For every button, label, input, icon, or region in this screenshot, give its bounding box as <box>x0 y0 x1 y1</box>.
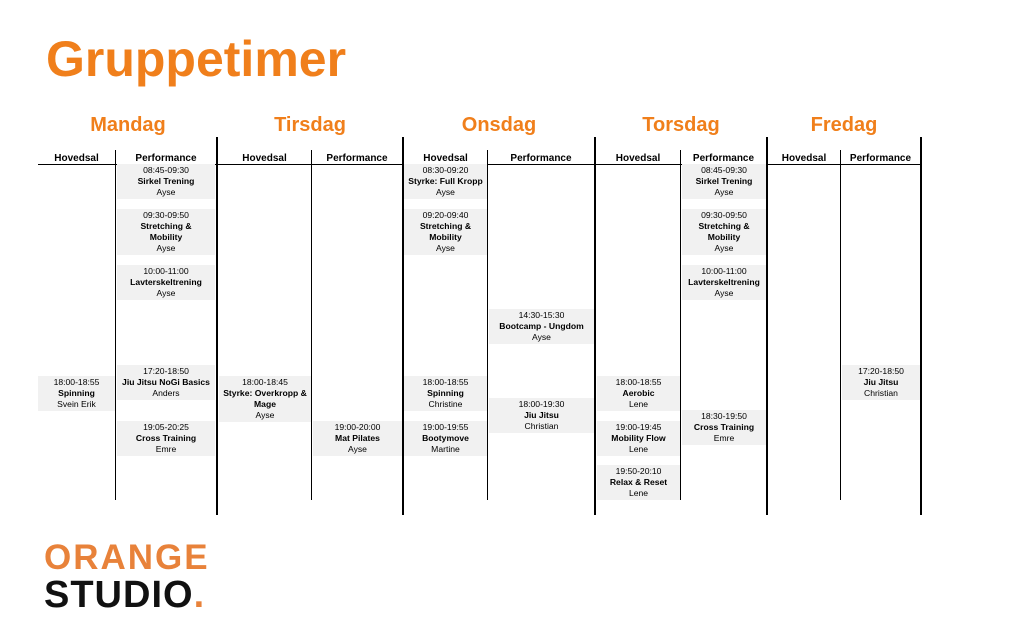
day-divider <box>216 137 218 515</box>
room-header-performance: Performance <box>326 153 388 164</box>
day-header-fredag: Fredag <box>810 114 878 136</box>
day-header-tirsdag: Tirsdag <box>274 114 346 136</box>
class-name: Mat Pilates <box>335 433 380 443</box>
class-instructor: Christian <box>864 388 898 398</box>
class-time: 19:00-19:45 <box>615 422 662 432</box>
class-time: 17:20-18:50 <box>143 366 189 376</box>
orange-studio-logo <box>44 538 210 616</box>
class-instructor: Ayse <box>156 187 176 197</box>
class-block[interactable] <box>404 209 487 255</box>
day-header-onsdag: Onsdag <box>461 114 537 136</box>
class-time: 08:30-09:20 <box>422 165 469 175</box>
class-block[interactable] <box>219 376 311 422</box>
day-divider <box>920 137 922 515</box>
class-time: 09:30-09:50 <box>701 210 747 220</box>
logo-dot: . <box>193 574 206 616</box>
class-instructor: Lene <box>628 444 649 454</box>
class-name: Bootymove <box>422 433 469 443</box>
class-time: 14:30-15:30 <box>518 310 565 320</box>
room-divider <box>487 150 488 500</box>
class-block[interactable] <box>597 465 680 500</box>
room-divider <box>115 150 116 500</box>
page-title: Gruppetimer <box>46 31 347 87</box>
room-header-performance: Performance <box>849 153 912 164</box>
class-instructor: Ayse <box>156 288 176 298</box>
day-header-torsdag: Torsdag <box>642 114 720 136</box>
class-time: 18:00-18:55 <box>53 377 100 387</box>
class-block[interactable] <box>117 164 215 199</box>
class-instructor: Ayse <box>255 410 275 420</box>
class-block[interactable] <box>682 209 766 255</box>
class-time: 08:45-09:30 <box>143 165 189 175</box>
room-header-hovedsal: Hovedsal <box>615 153 661 164</box>
logo-line-2 <box>44 574 210 616</box>
class-block[interactable] <box>38 376 115 411</box>
class-instructor: Lene <box>628 399 649 409</box>
logo-line-1: ORANGE <box>44 538 210 577</box>
class-time: 19:00-20:00 <box>334 422 381 432</box>
class-instructor: Anders <box>152 388 180 398</box>
room-divider <box>840 150 841 500</box>
class-name: Spinning <box>427 388 464 398</box>
class-block[interactable] <box>404 376 487 411</box>
class-time: 18:30-19:50 <box>701 411 747 421</box>
class-name: Spinning <box>58 388 95 398</box>
class-name: Styrke: Overkropp & Mage <box>223 388 307 409</box>
class-name: Jiu Jitsu <box>863 377 899 387</box>
class-time: 19:05-20:25 <box>143 422 189 432</box>
class-time: 09:20-09:40 <box>422 210 469 220</box>
class-name: Mobility Flow <box>611 433 666 443</box>
class-block[interactable] <box>842 365 920 400</box>
room-header-performance: Performance <box>135 153 197 164</box>
class-time: 18:00-18:55 <box>615 377 662 387</box>
class-block[interactable] <box>404 164 487 199</box>
class-name: Stretching & Mobility <box>419 221 472 242</box>
class-instructor: Emre <box>155 444 177 454</box>
class-block[interactable] <box>489 398 594 433</box>
room-divider <box>680 150 681 500</box>
class-name: Jiu Jitsu NoGi Basics <box>122 377 210 387</box>
day-divider <box>594 137 596 515</box>
room-divider <box>311 150 312 500</box>
class-name: Cross Training <box>693 422 755 432</box>
room-header-performance: Performance <box>692 153 755 164</box>
class-name: Sirkel Trening <box>695 176 753 186</box>
class-instructor: Ayse <box>348 444 367 454</box>
class-block[interactable] <box>117 421 215 456</box>
class-block[interactable] <box>489 309 594 344</box>
class-block[interactable] <box>682 164 766 199</box>
class-time: 10:00-11:00 <box>701 266 747 276</box>
class-name: Stretching & Mobility <box>698 221 750 242</box>
day-divider <box>766 137 768 515</box>
class-name: Relax & Reset <box>609 477 668 487</box>
class-name: Sirkel Trening <box>137 176 195 186</box>
class-time: 18:00-18:55 <box>422 377 469 387</box>
class-instructor: Ayse <box>156 243 176 253</box>
class-block[interactable] <box>117 265 215 300</box>
class-block[interactable] <box>117 209 215 255</box>
class-instructor: Lene <box>628 488 649 498</box>
class-block[interactable] <box>313 421 402 456</box>
class-block[interactable] <box>404 421 487 456</box>
class-name: Cross Training <box>135 433 197 443</box>
room-header-performance: Performance <box>510 153 572 164</box>
room-header-hovedsal: Hovedsal <box>423 153 468 164</box>
class-instructor: Ayse <box>714 288 734 298</box>
room-header-hovedsal: Hovedsal <box>242 153 287 164</box>
class-time: 08:45-09:30 <box>701 165 747 175</box>
class-name: Lavterskeltrening <box>688 277 760 287</box>
class-block[interactable] <box>682 410 766 445</box>
room-header-hovedsal: Hovedsal <box>54 153 99 164</box>
class-instructor: Martine <box>431 444 460 454</box>
class-time: 17:20-18:50 <box>858 366 904 376</box>
class-instructor: Ayse <box>436 243 455 253</box>
class-instructor: Ayse <box>436 187 455 197</box>
class-block[interactable] <box>682 265 766 300</box>
class-time: 10:00-11:00 <box>143 266 189 276</box>
class-name: Lavterskeltrening <box>130 277 202 287</box>
class-name: Bootcamp - Ungdom <box>499 321 584 331</box>
room-header-hovedsal: Hovedsal <box>781 153 827 164</box>
class-name: Styrke: Full Kropp <box>408 176 483 186</box>
class-instructor: Christine <box>428 399 463 409</box>
class-name: Stretching & Mobility <box>140 221 192 242</box>
class-instructor: Ayse <box>714 187 734 197</box>
class-instructor: Emre <box>713 433 735 443</box>
day-header-mandag: Mandag <box>90 114 166 136</box>
class-time: 18:00-18:45 <box>242 377 288 387</box>
class-instructor: Ayse <box>714 243 734 253</box>
class-block[interactable] <box>597 421 680 456</box>
logo-line-2-text: STUDIO <box>44 574 194 616</box>
class-instructor: Ayse <box>532 332 551 342</box>
class-instructor: Christian <box>524 421 559 431</box>
class-time: 18:00-19:30 <box>518 399 565 409</box>
class-block[interactable] <box>117 365 215 400</box>
class-time: 19:50-20:10 <box>615 466 662 476</box>
class-block[interactable] <box>597 376 680 411</box>
class-name: Jiu Jitsu <box>524 410 559 420</box>
class-name: Aerobic <box>622 388 655 398</box>
class-instructor: Svein Erik <box>57 399 96 409</box>
class-time: 19:00-19:55 <box>422 422 469 432</box>
class-time: 09:30-09:50 <box>143 210 189 220</box>
